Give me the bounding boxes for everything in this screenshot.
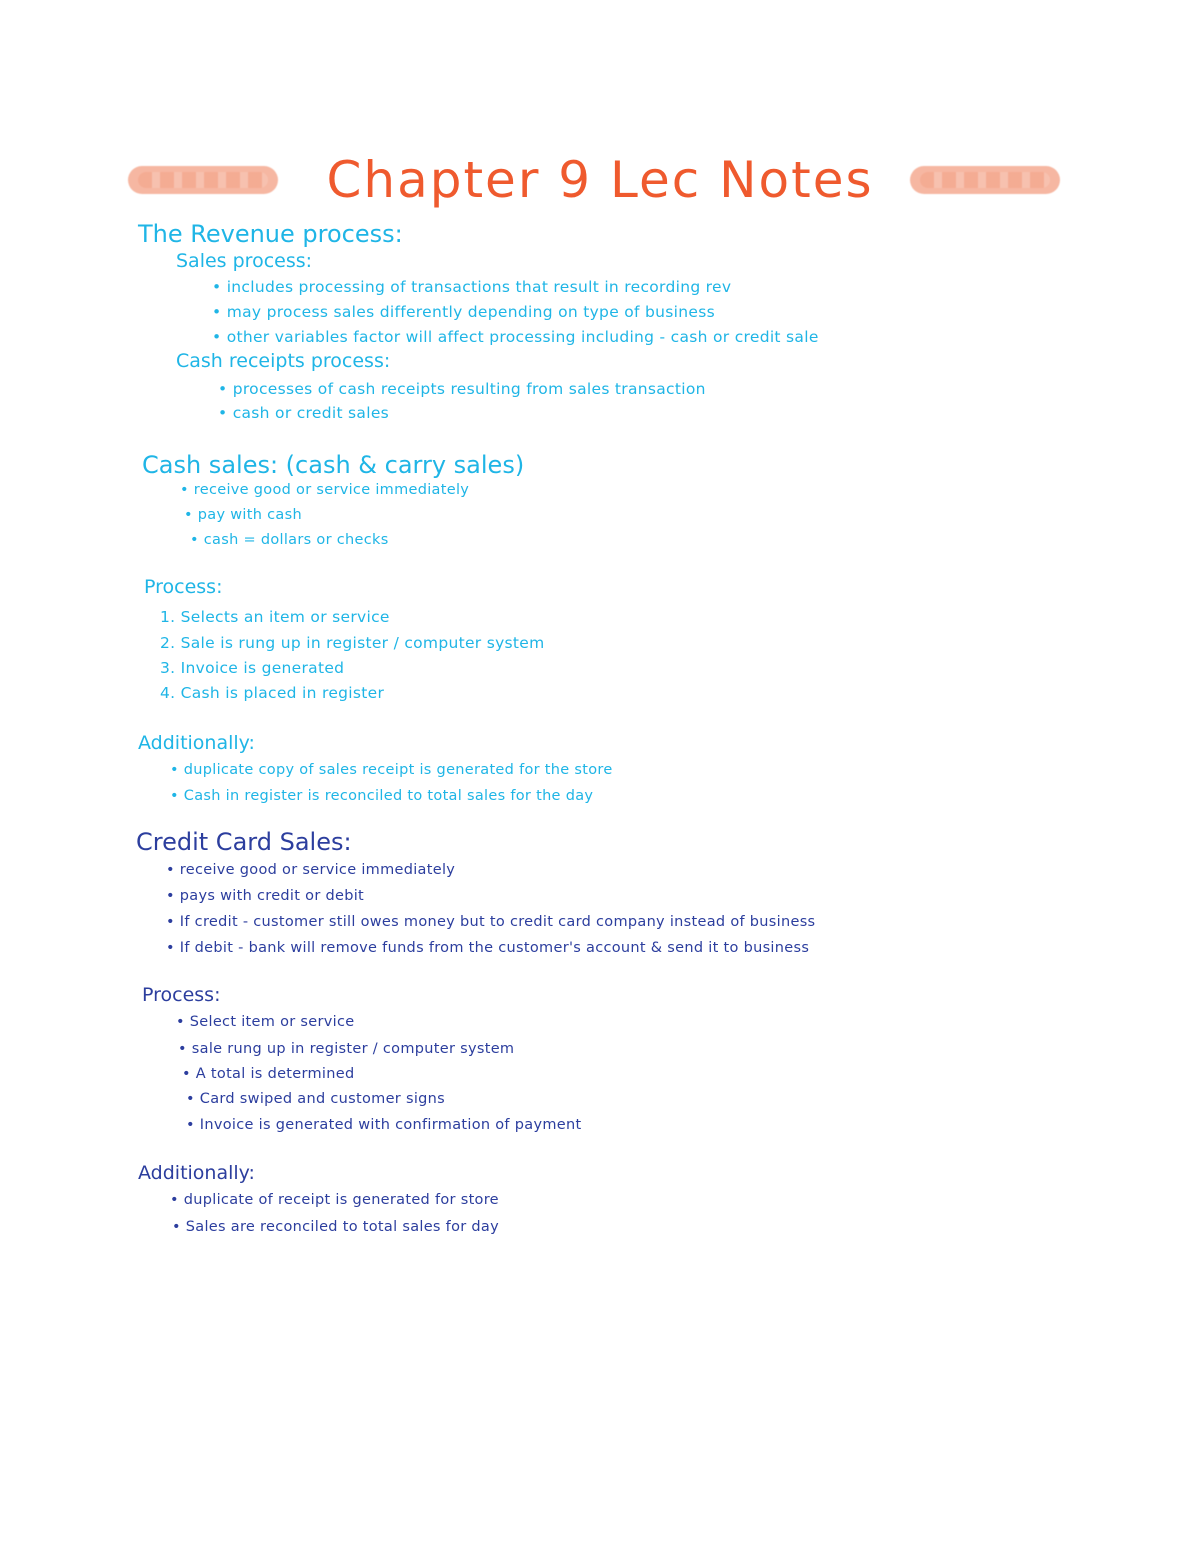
list-item: • may process sales differently depending on type of business: [212, 303, 715, 321]
cash-receipts-heading: Cash receipts process:: [176, 350, 391, 372]
bullet-icon: •: [170, 1192, 179, 1208]
title-highlight-left: [128, 166, 278, 194]
bullet-icon: •: [186, 1091, 195, 1107]
bullet-icon: •: [166, 862, 175, 878]
revenue-heading: The Revenue process:: [138, 220, 403, 248]
list-item: • pay with cash: [184, 507, 302, 523]
list-item: • includes processing of transactions that result in recording rev: [212, 278, 732, 296]
list-item: • receive good or service immediately: [166, 862, 456, 878]
list-item: • processes of cash receipts resulting from sales transaction: [218, 380, 706, 398]
title-highlight-right: [910, 166, 1060, 194]
list-item: • sale rung up in register / computer system: [178, 1041, 515, 1057]
list-item: • Cash in register is reconciled to total sales for the day: [170, 788, 594, 804]
credit-additionally-heading: Additionally:: [138, 1162, 255, 1184]
list-item: • Sales are reconciled to total sales for day: [172, 1219, 500, 1235]
list-item: • A total is determined: [182, 1066, 355, 1082]
bullet-icon: •: [212, 303, 222, 321]
list-item: • If debit - bank will remove funds from the customer's account & send it to business: [166, 940, 810, 956]
list-item: • cash = dollars or checks: [190, 532, 389, 548]
bullet-icon: •: [178, 1041, 187, 1057]
cash-sales-heading: Cash sales: (cash & carry sales): [142, 451, 525, 479]
list-item: • other variables factor will affect processing including - cash or credit sale: [212, 328, 819, 346]
list-item: • cash or credit sales: [218, 404, 390, 422]
list-item: • Select item or service: [176, 1014, 355, 1030]
page-title: Chapter 9 Lec Notes: [326, 151, 874, 209]
bullet-icon: •: [166, 940, 175, 956]
list-item: 1. Selects an item or service: [160, 608, 390, 626]
list-item: • receive good or service immediately: [180, 482, 470, 498]
bullet-icon: •: [166, 914, 175, 930]
bullet-icon: •: [212, 328, 222, 346]
cash-process-heading: Process:: [144, 576, 223, 598]
bullet-icon: •: [184, 507, 193, 523]
list-item: • If credit - customer still owes money but to credit card company instead of business: [166, 914, 816, 930]
cash-additionally-heading: Additionally:: [138, 732, 255, 754]
bullet-icon: •: [180, 482, 189, 498]
credit-sales-heading: Credit Card Sales:: [136, 828, 352, 856]
bullet-icon: •: [212, 278, 222, 296]
list-item: • Card swiped and customer signs: [186, 1091, 446, 1107]
bullet-icon: •: [170, 788, 179, 804]
bullet-icon: •: [218, 380, 228, 398]
sales-process-heading: Sales process:: [176, 250, 313, 272]
bullet-icon: •: [190, 532, 199, 548]
list-item: • pays with credit or debit: [166, 888, 365, 904]
bullet-icon: •: [172, 1219, 181, 1235]
bullet-icon: •: [182, 1066, 191, 1082]
list-item: • duplicate of receipt is generated for store: [170, 1192, 499, 1208]
title-row: [120, 138, 1070, 228]
bullet-icon: •: [218, 404, 228, 422]
list-item: 3. Invoice is generated: [160, 659, 345, 677]
bullet-icon: •: [186, 1117, 195, 1133]
list-item: • Invoice is generated with confirmation of payment: [186, 1117, 582, 1133]
bullet-icon: •: [166, 888, 175, 904]
bullet-icon: •: [176, 1014, 185, 1030]
credit-process-heading: Process:: [142, 984, 221, 1006]
list-item: 4. Cash is placed in register: [160, 684, 385, 702]
list-item: 2. Sale is rung up in register / computer system: [160, 634, 545, 652]
bullet-icon: •: [170, 762, 179, 778]
list-item: • duplicate copy of sales receipt is generated for the store: [170, 762, 613, 778]
